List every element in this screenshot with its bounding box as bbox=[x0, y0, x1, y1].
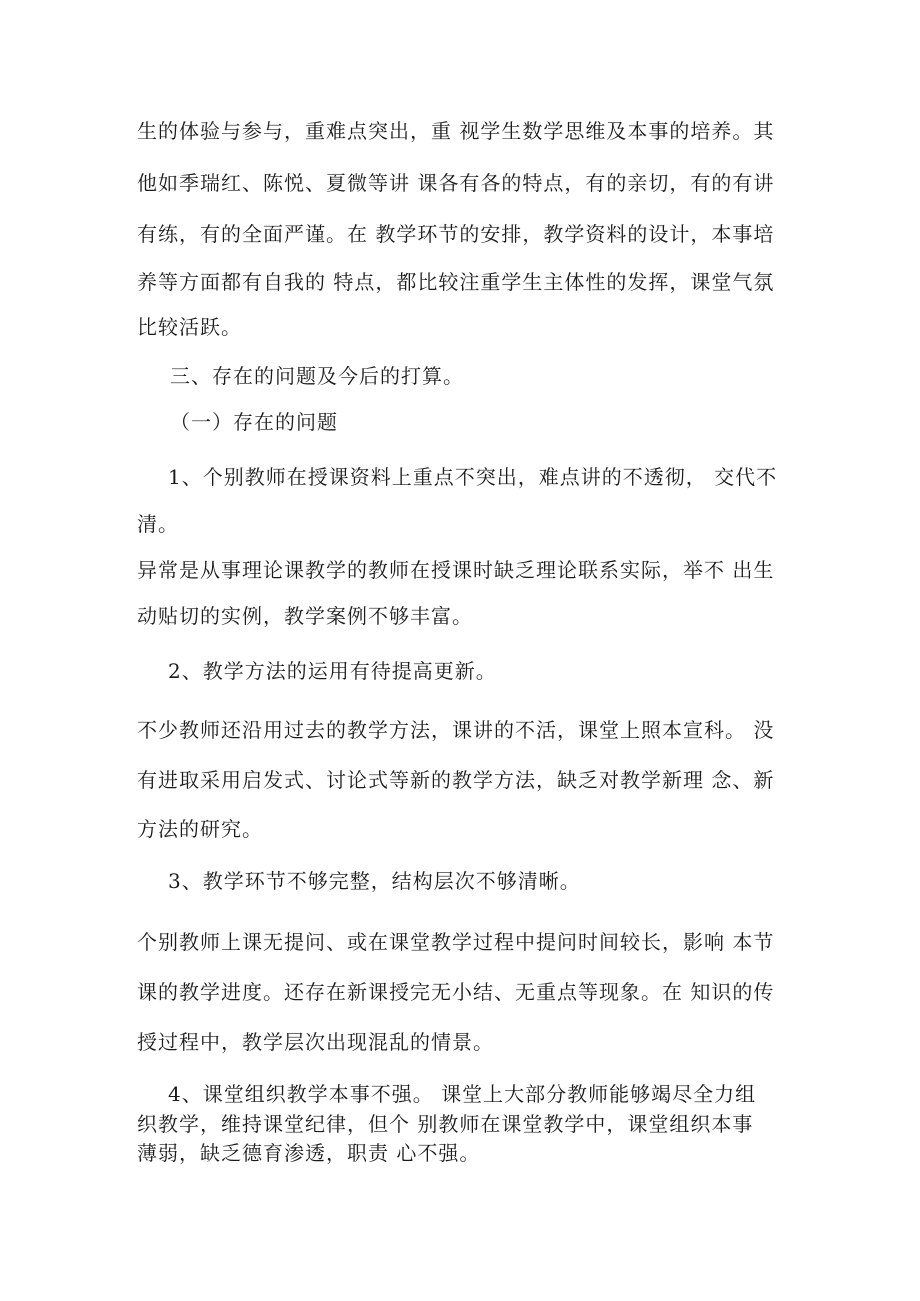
text-line: 有进取采用启发式、讨论式等新的教学方法，缺乏对教学新理 念、新 bbox=[137, 768, 775, 792]
section-heading: 三、存在的问题及今后的打算。 bbox=[170, 364, 464, 388]
text-line: 课的教学进度。还存在新课授完无小结、无重点等现象。在 知识的传 bbox=[137, 980, 775, 1004]
text-line: 有练，有的全面严谨。在 教学环节的安排，教学资料的设计，本事培 bbox=[137, 222, 775, 246]
text-line: 动贴切的实例，教学案例不够丰富。 bbox=[137, 604, 473, 628]
text-line: 方法的研究。 bbox=[137, 817, 263, 841]
text-line: 养等方面都有自我的 特点，都比较注重学生主体性的发挥，课堂气氛 bbox=[137, 270, 775, 294]
text-line: 个别教师上课无提问、或在课堂教学过程中提问时间较长，影响 本节 bbox=[137, 930, 775, 954]
text-line: 比较活跃。 bbox=[137, 315, 242, 339]
item-heading: 3、教学环节不够完整，结构层次不够清晰。 bbox=[168, 869, 581, 893]
subsection-heading: （一）存在的问题 bbox=[170, 410, 338, 434]
text-line: 薄弱，缺乏德育渗透，职责 心不强。 bbox=[137, 1141, 481, 1165]
text-line: 授过程中，教学层次出现混乱的情景。 bbox=[137, 1030, 494, 1054]
text-line: 他如季瑞红、陈悦、夏微等讲 课各有各的特点，有的亲切，有的有讲 bbox=[137, 171, 775, 195]
text-line: 生的体验与参与，重难点突出，重 视学生数学思维及本事的培养。其 bbox=[137, 119, 775, 143]
text-line: 异常是从事理论课教学的教师在授课时缺乏理论联系实际，举不 出生 bbox=[137, 558, 775, 582]
item-heading: 2、教学方法的运用有待提高更新。 bbox=[168, 659, 497, 683]
text-line: 不少教师还沿用过去的教学方法，课讲的不活，课堂上照本宣科。 没 bbox=[137, 718, 775, 742]
text-line: 织教学，维持课堂纪律，但个 别教师在课堂教学中，课堂组织本事 bbox=[137, 1112, 754, 1136]
text-line: 清。 bbox=[137, 512, 179, 536]
item-heading: 4、课堂组织教学本事不强。 课堂上大部分教师能够竭尽全力组 bbox=[168, 1082, 757, 1106]
item-heading: 1、个别教师在授课资料上重点不突出，难点讲的不透彻， 交代不 bbox=[168, 465, 778, 489]
